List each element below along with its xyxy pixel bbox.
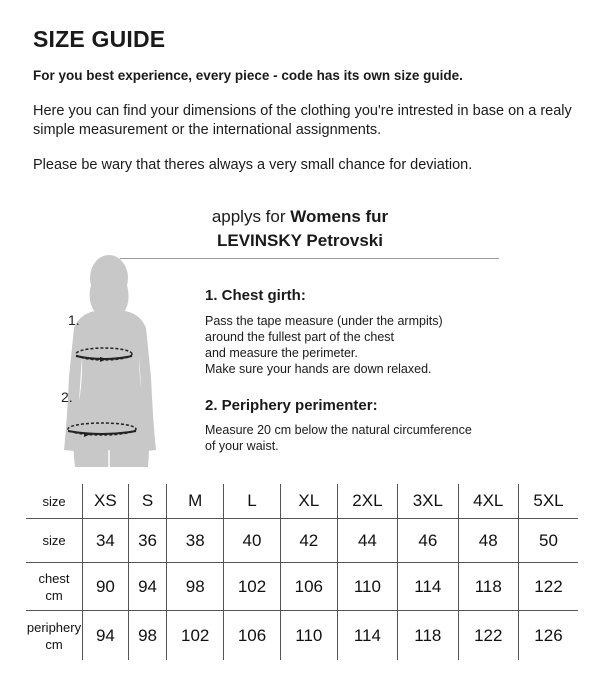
figure-marker-2: 2. xyxy=(61,389,73,405)
row-label: size xyxy=(42,493,66,509)
table-cell: 44 xyxy=(337,519,397,563)
table-cell: 36 xyxy=(128,519,167,563)
table-cell: XL xyxy=(280,484,337,519)
row-label-line: chest xyxy=(38,570,70,586)
table-row-international-size xyxy=(26,484,578,519)
deviation-warning: Please be wary that theres always a very small chance for deviation. xyxy=(33,157,473,173)
table-cell: XS xyxy=(83,484,129,519)
step-1-line: around the fullest part of the chest xyxy=(205,330,395,344)
female-body-figure-icon xyxy=(52,252,162,467)
table-cell: 122 xyxy=(458,611,518,661)
table-cell: 48 xyxy=(458,519,518,563)
step-1-heading: 1. Chest girth: xyxy=(205,287,306,304)
step-2-description xyxy=(205,422,472,454)
table-cell: 94 xyxy=(128,563,167,611)
table-cell: 50 xyxy=(518,519,578,563)
step-1-line: Pass the tape measure (under the armpits) xyxy=(205,314,443,328)
table-cell: 98 xyxy=(167,563,224,611)
table-cell: 102 xyxy=(224,563,281,611)
product-line-1 xyxy=(0,205,600,229)
size-table xyxy=(26,484,578,660)
heading-divider xyxy=(120,258,499,259)
step-1-line: and measure the perimeter. xyxy=(205,346,358,360)
table-cell: 110 xyxy=(280,611,337,661)
table-cell: 98 xyxy=(128,611,167,661)
step-2-heading: 2. Periphery perimenter: xyxy=(205,397,378,414)
table-row-periphery xyxy=(26,611,578,661)
table-cell: 122 xyxy=(518,563,578,611)
applys-prefix: applys for xyxy=(211,207,291,226)
table-cell: 126 xyxy=(518,611,578,661)
page-title: SIZE GUIDE xyxy=(33,26,166,52)
table-cell: 118 xyxy=(458,563,518,611)
table-cell: 3XL xyxy=(398,484,458,519)
product-name-line1: Womens fur xyxy=(290,207,389,226)
row-label-unit: cm xyxy=(45,587,63,603)
table-cell: 46 xyxy=(398,519,458,563)
table-cell: 94 xyxy=(83,611,129,661)
table-cell: 106 xyxy=(280,563,337,611)
table-cell: S xyxy=(128,484,167,519)
table-cell: 114 xyxy=(398,563,458,611)
table-cell: 42 xyxy=(280,519,337,563)
table-cell: L xyxy=(224,484,281,519)
table-cell: 34 xyxy=(83,519,129,563)
row-label-line: periphery xyxy=(26,619,82,635)
row-label-unit: cm xyxy=(45,636,63,652)
table-row-chest xyxy=(26,563,578,611)
product-applies-heading xyxy=(0,205,600,253)
product-name-line2: LEVINSKY Petrovski xyxy=(217,231,383,250)
row-label xyxy=(26,611,83,661)
step-1-line: Make sure your hands are down relaxed. xyxy=(205,362,432,376)
table-cell: 38 xyxy=(167,519,224,563)
row-label: size xyxy=(26,519,83,563)
table-cell: 2XL xyxy=(337,484,397,519)
figure-marker-1: 1. xyxy=(68,312,80,328)
intro-paragraph: Here you can find your dimensions of the clothing you're intrested in base on a realy simple measurement or the international assignments. xyxy=(33,103,572,138)
table-cell: 118 xyxy=(398,611,458,661)
table-cell: 5XL xyxy=(518,484,578,519)
step-2-line: Measure 20 cm below the natural circumference xyxy=(205,423,472,437)
table-cell: 110 xyxy=(337,563,397,611)
step-1-description xyxy=(205,313,443,377)
table-cell: 102 xyxy=(167,611,224,661)
table-cell: 106 xyxy=(224,611,281,661)
step-2-line: of your waist. xyxy=(205,439,279,453)
table-cell: 4XL xyxy=(458,484,518,519)
table-cell: M xyxy=(167,484,224,519)
table-cell: 114 xyxy=(337,611,397,661)
intro-bold-text: For you best experience, every piece - code has its own size guide. xyxy=(33,68,463,83)
table-cell: 40 xyxy=(224,519,281,563)
table-row-numeric-size xyxy=(26,519,578,563)
row-label xyxy=(26,563,83,611)
table-cell: 90 xyxy=(83,563,129,611)
